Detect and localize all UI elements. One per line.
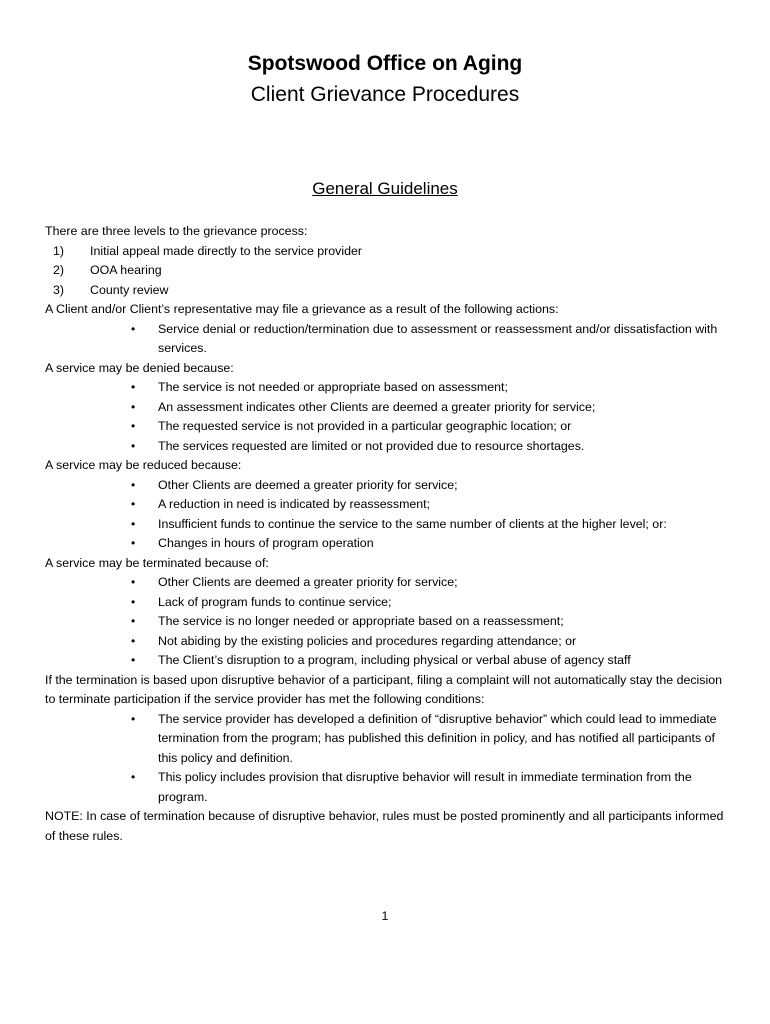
- bullet-icon: •: [131, 438, 136, 453]
- list-item: [45, 612, 735, 632]
- note-text: NOTE: In case of termination because of disruptive behavior, rules must be posted prominently and all participants informed of these rules.: [45, 809, 724, 843]
- list-item: [45, 534, 735, 554]
- list-item: [45, 320, 735, 359]
- denied-text: A service may be denied because:: [45, 360, 234, 375]
- list-item: [53, 281, 735, 301]
- list-item: [45, 710, 735, 769]
- list-number: 1): [53, 243, 65, 258]
- list-item-text: The requested service is not provided in a particular geographic location; or: [158, 419, 572, 433]
- list-item-text: OOA hearing: [90, 263, 162, 277]
- list-item-text: County review: [90, 282, 169, 297]
- bullet-icon: •: [131, 633, 136, 648]
- bullet-icon: •: [131, 614, 136, 628]
- list-item-text: The Client’s disruption to a program, including physical or verbal abuse of agency staff: [158, 653, 631, 667]
- list-item-text: Not abiding by the existing policies and procedures regarding attendance; or: [158, 633, 577, 648]
- list-item: [45, 417, 735, 437]
- bullet-icon: •: [131, 594, 136, 609]
- bullet-icon: •: [131, 380, 136, 394]
- reduced-reasons-list: [45, 476, 735, 554]
- list-item: [45, 398, 735, 418]
- section-heading: General Guidelines: [312, 179, 458, 198]
- list-item-text: The service provider has developed a definition of “disruptive behavior” which could lead to immediate termination from the program; has published this definition in policy, and has notified all participants of this policy and definition.: [158, 711, 717, 765]
- list-item: [45, 515, 735, 535]
- list-item-text: The services requested are limited or not provided due to resource shortages.: [158, 438, 585, 453]
- list-item: [53, 242, 735, 262]
- bullet-icon: •: [131, 419, 136, 433]
- document-body: [45, 222, 735, 846]
- bullet-icon: •: [131, 516, 136, 531]
- terminated-reasons-list: [45, 573, 735, 671]
- bullet-icon: •: [131, 497, 136, 511]
- list-number: 2): [53, 263, 65, 277]
- document-subtitle: Client Grievance Procedures: [250, 83, 520, 106]
- list-item-text: Changes in hours of program operation: [158, 536, 374, 550]
- list-item: [45, 768, 735, 807]
- list-item-text: Insufficient funds to continue the service to the same number of clients at the higher level; or:: [158, 516, 667, 531]
- bullet-icon: •: [131, 477, 136, 492]
- list-item: [45, 495, 735, 515]
- list-item-text: The service is not needed or appropriate based on assessment;: [158, 380, 508, 394]
- list-item-text: Initial appeal made directly to the service provider: [90, 243, 363, 258]
- actions-text: A Client and/or Client’s representative may file a grievance as a result of the following actions:: [45, 302, 559, 316]
- list-item: [45, 593, 735, 613]
- document-title: Spotswood Office on Aging: [247, 52, 523, 75]
- list-number: 3): [53, 282, 65, 297]
- bullet-icon: •: [131, 399, 136, 414]
- list-item: [45, 476, 735, 496]
- disruptive-behavior-text: If the termination is based upon disruptive behavior of a participant, filing a complaint will not automatically stay the decision to terminate participation if the service provider has met the following conditions:: [45, 672, 723, 706]
- terminated-text: A service may be terminated because of:: [45, 555, 269, 570]
- bullet-icon: •: [131, 770, 136, 784]
- list-item-text: Service denial or reduction/termination due to assessment or reassessment and/or dissatisfaction with services.: [158, 321, 718, 355]
- list-item-text: An assessment indicates other Clients are deemed a greater priority for service;: [158, 399, 596, 414]
- actions-list: [45, 320, 735, 359]
- list-item: [45, 378, 735, 398]
- bullet-icon: •: [131, 321, 136, 336]
- denied-reasons-list: [45, 378, 735, 456]
- bullet-icon: •: [131, 575, 136, 589]
- list-item-text: This policy includes provision that disruptive behavior will result in immediate termination from the program.: [158, 770, 692, 804]
- list-item-text: Lack of program funds to continue service;: [158, 594, 392, 609]
- list-item: [45, 651, 735, 671]
- bullet-icon: •: [131, 711, 136, 726]
- bullet-icon: •: [131, 653, 136, 667]
- list-item: [45, 437, 735, 457]
- list-item-text: A reduction in need is indicated by reassessment;: [158, 497, 431, 511]
- list-item: [45, 573, 735, 593]
- list-item-text: The service is no longer needed or appropriate based on a reassessment;: [158, 614, 564, 628]
- reduced-text: A service may be reduced because:: [45, 458, 242, 472]
- list-item-text: Other Clients are deemed a greater priority for service;: [158, 575, 458, 589]
- list-item: [53, 261, 735, 281]
- bullet-icon: •: [131, 536, 136, 550]
- list-item: [45, 632, 735, 652]
- disruptive-conditions-list: [45, 710, 735, 808]
- intro-text: There are three levels to the grievance process:: [45, 224, 308, 238]
- page-number: 1: [381, 909, 389, 923]
- grievance-levels-list: [45, 242, 735, 301]
- list-item-text: Other Clients are deemed a greater priority for service;: [158, 477, 458, 492]
